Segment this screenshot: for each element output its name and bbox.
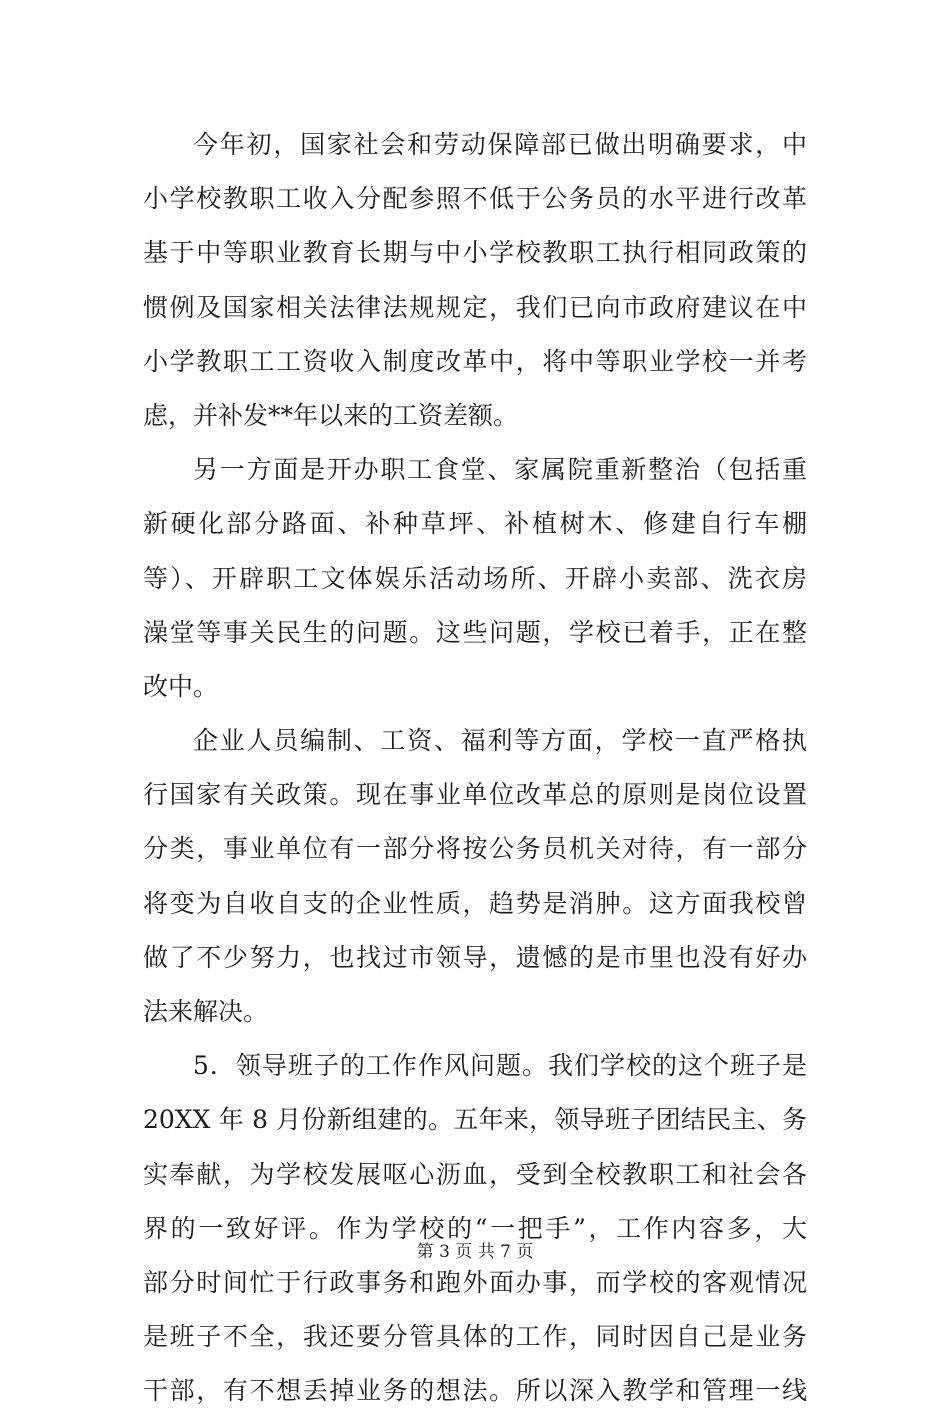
- text-line: 行国家有关政策。现在事业单位改革总的原则是岗位设置: [143, 780, 807, 810]
- text-line: 小学校教职工收入分配参照不低于公务员的水平进行改革: [143, 184, 807, 214]
- text-line: 澡堂等事关民生的问题。这些问题，学校已着手，正在整: [143, 617, 807, 647]
- text-line: 新硬化部分路面、补种草坪、补植树木、修建自行车棚: [143, 509, 807, 539]
- text-line: 干部，有不想丢掉业务的想法。所以深入教学和管理一线: [143, 1376, 807, 1406]
- text-line: 基于中等职业教育长期与中小学校教职工执行相同政策的: [143, 238, 807, 268]
- text-line: 另一方面是开办职工食堂、家属院重新整治（包括重: [193, 455, 807, 485]
- text-line: 是班子不全，我还要分管具体的工作，同时因自己是业务: [143, 1322, 807, 1352]
- text-line: 将变为自收自支的企业性质，趋势是消肿。这方面我校曾: [143, 888, 807, 918]
- text-line: 虑，并补发**年以来的工资差额。: [143, 400, 519, 430]
- text-line: 法来解决。: [143, 997, 269, 1026]
- text-line: 实奉献，为学校发展呕心沥血，受到全校教职工和社会各: [143, 1159, 807, 1189]
- text-line: 等）、开辟职工文体娱乐活动场所、开辟小卖部、洗衣房: [143, 563, 807, 593]
- text-line: 做了不少努力，也找过市领导，遗憾的是市里也没有好办: [143, 942, 807, 972]
- text-line: 界的一致好评。作为学校的“一把手”，工作内容多，大: [143, 1213, 807, 1243]
- text-line: 改中。: [143, 671, 219, 701]
- text-line: 小学教职工工资收入制度改革中，将中等职业学校一并考: [143, 346, 807, 376]
- text-line: 企业人员编制、工资、福利等方面，学校一直严格执: [193, 726, 807, 756]
- text-line: 今年初，国家社会和劳动保障部已做出明确要求，中: [193, 130, 807, 159]
- text-line: 20XX 年 8 月份新组建的。五年来，领导班子团结民主、务: [143, 1105, 807, 1135]
- text-line: 分类，事业单位有一部分将按公务员机关对待，有一部分: [143, 834, 807, 864]
- text-line: 部分时间忙于行政事务和跑外面办事，而学校的客观情况: [143, 1267, 807, 1297]
- text-line: 5．领导班子的工作作风问题。我们学校的这个班子是: [193, 1051, 807, 1081]
- page-number-footer: 第 3 页 共 7 页: [416, 1242, 534, 1262]
- text-line: 惯例及国家相关法律法规规定，我们已向市政府建议在中: [143, 292, 807, 322]
- document-body: [143, 118, 807, 1419]
